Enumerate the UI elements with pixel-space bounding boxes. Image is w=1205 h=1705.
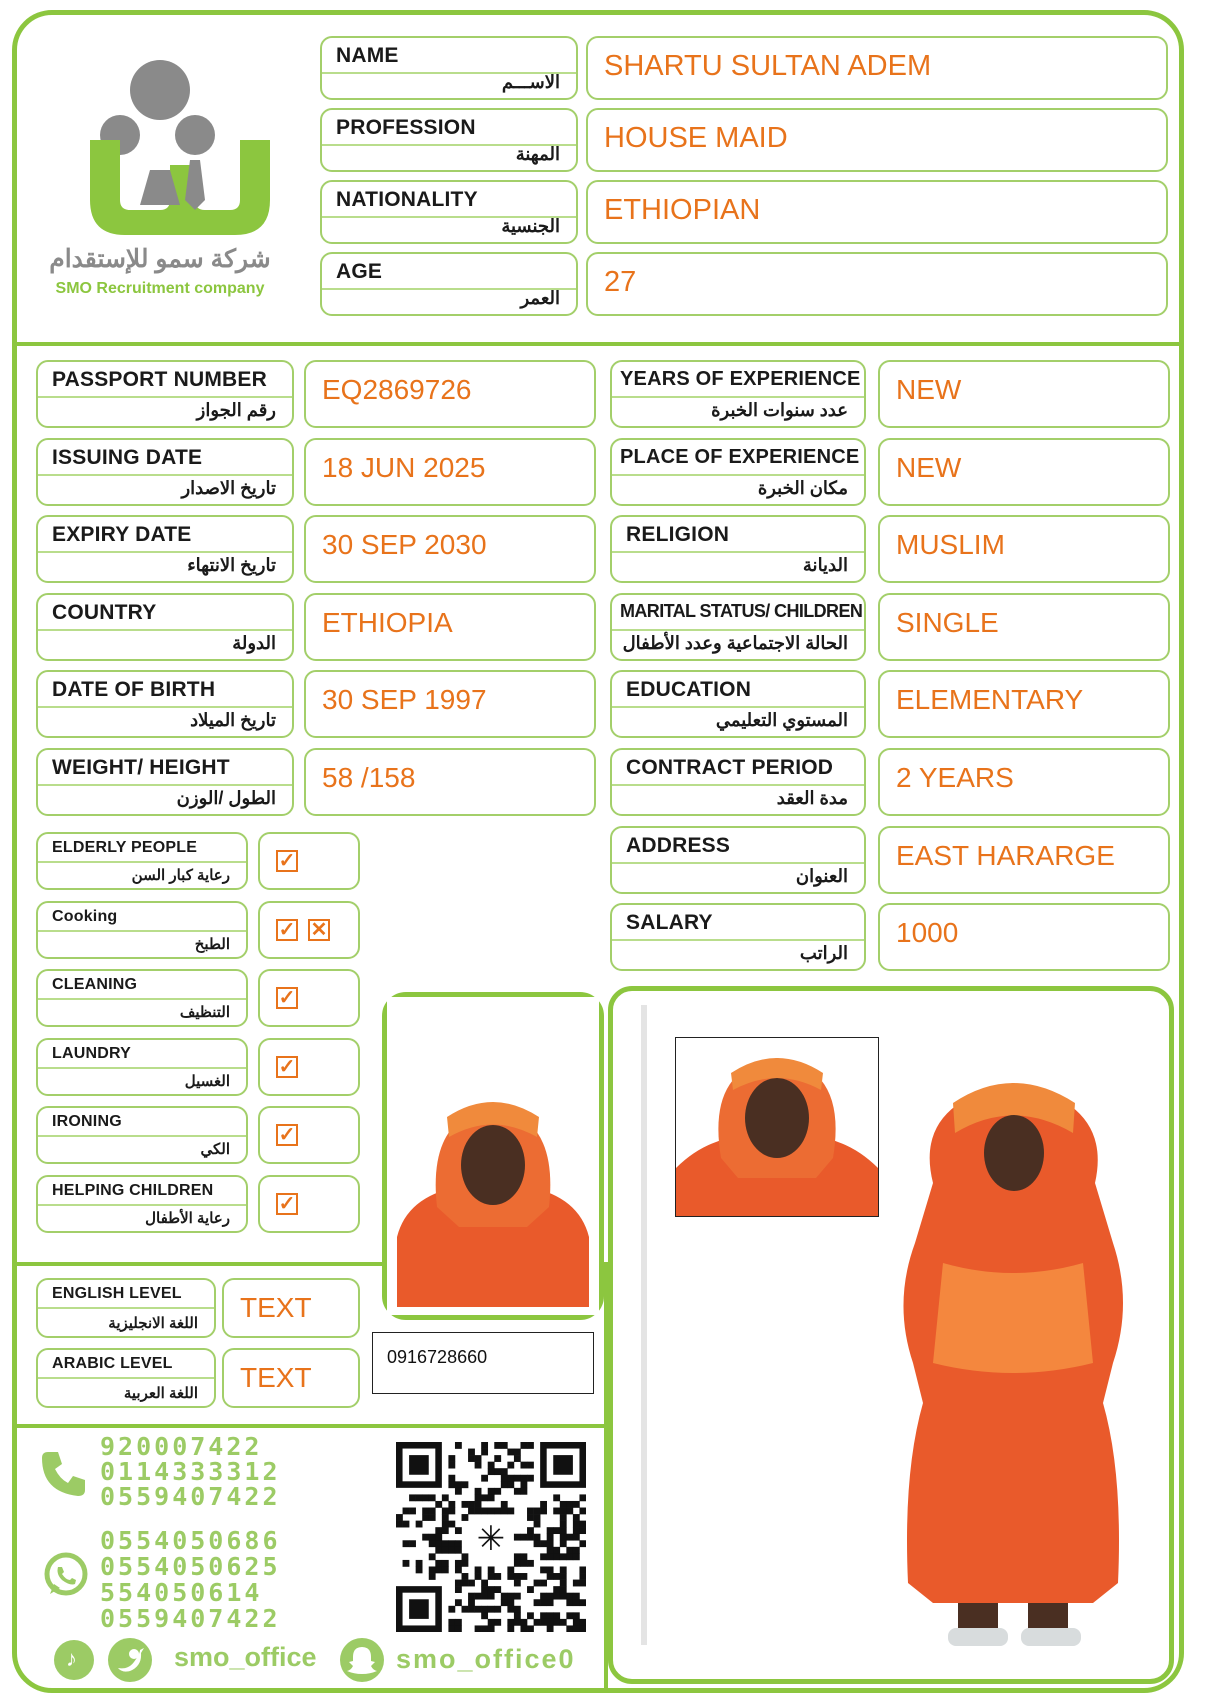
- marital-status-children-value-box: [878, 593, 1170, 661]
- skill-cleaning-checkbox-cell: [258, 969, 360, 1027]
- skill-cooking-checkbox-cell: [258, 901, 360, 959]
- skill-helping-children-checkbox-cell: [258, 1175, 360, 1233]
- skill-helping-children-label-separator: [38, 1204, 246, 1206]
- arabic-level-label-ar: اللغة العربية: [123, 1385, 198, 1402]
- english-level-label-en: ENGLISH LEVEL: [52, 1285, 182, 1302]
- country-value-box: [304, 593, 596, 661]
- portrait-photo: [387, 997, 599, 1315]
- skill-cooking-label-ar: الطبخ: [194, 935, 230, 953]
- skill-helping-children-label: [36, 1175, 248, 1233]
- education-label-en: EDUCATION: [626, 678, 752, 702]
- profession-label: [320, 108, 578, 172]
- marital-status-children-label-en: MARITAL STATUS/ CHILDREN: [620, 600, 863, 621]
- skill-elderly-people-label-separator: [38, 861, 246, 863]
- weight-height-label: [36, 748, 294, 816]
- skill-laundry-checked-icon[interactable]: ✓: [276, 1056, 298, 1078]
- education-value-box: [878, 670, 1170, 738]
- skill-elderly-people-label-ar: رعاية كبار السن: [131, 867, 230, 884]
- contract-period-label-ar: مدة العقد: [776, 788, 848, 808]
- marital-status-children-label-ar: الحالة الاجتماعية وعدد الأطفال: [622, 632, 848, 653]
- passport-number-value-box: [304, 360, 596, 428]
- company-name-ar: شركة سمو للإستقدام: [49, 245, 271, 273]
- salary-value-box: [878, 903, 1170, 971]
- english-level-label-ar: اللغة الانجليزية: [108, 1315, 198, 1332]
- religion-label-separator: [612, 551, 864, 553]
- education-label-ar: المستوي التعليمي: [715, 710, 848, 731]
- passport-number-label-separator: [38, 396, 292, 398]
- profession-value: HOUSE MAID: [604, 122, 788, 154]
- whatsapp-number-3: 554050614: [100, 1578, 263, 1607]
- place-of-experience-label-ar: مكان الخبرة: [757, 477, 848, 498]
- skill-cooking-label-separator: [38, 930, 246, 932]
- marital-status-children-value: SINGLE: [896, 606, 999, 638]
- weight-height-label-ar: الطول /الوزن: [176, 788, 276, 808]
- expiry-date-value-box: [304, 515, 596, 583]
- place-of-experience-label-en: PLACE OF EXPERIENCE: [620, 445, 860, 468]
- skill-ironing-label-separator: [38, 1135, 246, 1137]
- passport-number-label-ar: رقم الجواز: [196, 400, 276, 420]
- skill-cleaning-label-separator: [38, 998, 246, 1000]
- arabic-level-value: TEXT: [240, 1362, 312, 1393]
- skill-ironing-label-ar: الكي: [200, 1141, 230, 1158]
- skill-laundry-checkbox-cell: [258, 1038, 360, 1096]
- skill-laundry-label-en: LAUNDRY: [52, 1044, 132, 1062]
- expiry-date-value: 30 SEP 2030: [322, 529, 487, 561]
- skill-cooking-crossed-icon[interactable]: ✕: [308, 919, 330, 941]
- date-of-birth-label-ar: تاريخ الميلاد: [190, 710, 276, 731]
- date-of-birth-label-en: DATE OF BIRTH: [52, 678, 216, 702]
- years-of-experience-label: [610, 360, 866, 428]
- skill-elderly-people-checked-icon[interactable]: ✓: [276, 850, 298, 872]
- whatsapp-number-4: 0559407422: [100, 1604, 281, 1633]
- english-level-label-separator: [38, 1307, 214, 1309]
- skill-laundry-label-separator: [38, 1067, 246, 1069]
- education-label: [610, 670, 866, 738]
- whatsapp-number-2: 0554050625: [100, 1552, 281, 1581]
- date-of-birth-value-box: [304, 670, 596, 738]
- expiry-date-label: [36, 515, 294, 583]
- contract-period-value-box: [878, 748, 1170, 816]
- skill-elderly-people-checkbox-cell: [258, 832, 360, 890]
- issuing-date-label-en: ISSUING DATE: [52, 445, 203, 469]
- salary-label-en: SALARY: [626, 911, 713, 935]
- address-label-en: ADDRESS: [626, 833, 731, 857]
- qr-code: [396, 1442, 586, 1632]
- years-of-experience-value-box: [878, 360, 1170, 428]
- twitter-icon: [108, 1638, 152, 1682]
- contract-period-value: 2 YEARS: [896, 762, 1014, 793]
- qr-code-image: [396, 1442, 586, 1632]
- salary-label-separator: [612, 939, 864, 941]
- name-value-box: [586, 36, 1168, 100]
- phone-number-2: 0114333312: [100, 1457, 281, 1486]
- full-body-photo: [863, 1043, 1163, 1663]
- photo-edge-strip: [641, 1005, 647, 1645]
- years-of-experience-label-en: YEARS OF EXPERIENCE: [620, 368, 861, 390]
- nationality-label-ar: الجنسية: [501, 216, 560, 236]
- education-value: ELEMENTARY: [896, 684, 1084, 716]
- marital-status-children-label-separator: [612, 629, 864, 631]
- skill-ironing-checkbox-cell: [258, 1106, 360, 1164]
- marital-status-children-label: [610, 593, 866, 661]
- whatsapp-number-1: 0554050686: [100, 1526, 281, 1555]
- name-label-ar: الاســـم: [501, 72, 560, 92]
- skill-cleaning-label: [36, 969, 248, 1027]
- name-value: SHARTU SULTAN ADEM: [604, 50, 932, 82]
- age-label-en: AGE: [336, 260, 383, 283]
- phone-number-3: 0559407422: [100, 1482, 281, 1511]
- contract-period-label-en: CONTRACT PERIOD: [626, 756, 834, 779]
- nationality-value: ETHIOPIAN: [604, 194, 761, 226]
- expiry-date-label-ar: تاريخ الانتهاء: [187, 555, 276, 576]
- age-value-box: [586, 252, 1168, 316]
- skill-elderly-people-label-en: ELDERLY PEOPLE: [52, 839, 198, 856]
- issuing-date-label: [36, 438, 294, 506]
- phone-number-box: [372, 1332, 594, 1394]
- arabic-level-label-en: ARABIC LEVEL: [52, 1355, 173, 1372]
- religion-value-box: [878, 515, 1170, 583]
- nationality-label: [320, 180, 578, 244]
- years-of-experience-label-ar: عدد سنوات الخبرة: [711, 400, 848, 420]
- skill-helping-children-label-en: HELPING CHILDREN: [52, 1181, 214, 1199]
- whatsapp-icon: [42, 1552, 90, 1605]
- phone-icon: [38, 1448, 88, 1503]
- passport-number-label-en: PASSPORT NUMBER: [52, 368, 267, 391]
- phone-number: 0916728660: [387, 1347, 488, 1367]
- skill-ironing-label: [36, 1106, 248, 1164]
- age-value: 27: [604, 266, 637, 298]
- country-label-ar: الدولة: [232, 632, 276, 653]
- passport-number-value: EQ2869726: [322, 374, 472, 405]
- skill-cooking-label: [36, 901, 248, 959]
- place-of-experience-label: [610, 438, 866, 506]
- address-label: [610, 826, 866, 894]
- skill-ironing-checked-icon[interactable]: ✓: [276, 1124, 298, 1146]
- inset-portrait-photo: [676, 1038, 878, 1216]
- passport-number-label: [36, 360, 294, 428]
- weight-height-label-separator: [38, 784, 292, 786]
- education-label-separator: [612, 706, 864, 708]
- date-of-birth-value: 30 SEP 1997: [322, 684, 487, 716]
- english-level-value: TEXT: [240, 1292, 312, 1323]
- country-value: ETHIOPIA: [322, 606, 453, 638]
- years-of-experience-label-separator: [612, 396, 864, 398]
- company-logo: [30, 30, 290, 310]
- salary-value: 1000: [896, 917, 959, 949]
- contract-period-label: [610, 748, 866, 816]
- snapchat-icon: [340, 1638, 384, 1682]
- profession-label-en: PROFESSION: [336, 116, 476, 139]
- contract-period-label-separator: [612, 784, 864, 786]
- phone-number-1: 920007422: [100, 1432, 263, 1461]
- address-value-box: [878, 826, 1170, 894]
- skill-cooking-label-en: Cooking: [52, 907, 118, 925]
- skill-cleaning-label-ar: التنظيف: [179, 1004, 230, 1021]
- skill-helping-children-label-ar: رعاية الأطفال: [145, 1209, 230, 1227]
- weight-height-value-box: [304, 748, 596, 816]
- religion-value: MUSLIM: [896, 529, 1005, 561]
- portrait-photo-frame: [382, 992, 604, 1320]
- skill-cleaning-checked-icon[interactable]: ✓: [276, 987, 298, 1009]
- religion-label-ar: الديانة: [802, 555, 848, 576]
- english-level-label: [36, 1278, 216, 1338]
- address-label-ar: العنوان: [795, 865, 848, 886]
- date-of-birth-label-separator: [38, 706, 292, 708]
- weight-height-value: 58 /158: [322, 762, 416, 793]
- svg-text:✳: ✳: [476, 1519, 506, 1559]
- issuing-date-label-ar: تاريخ الاصدار: [181, 477, 276, 498]
- weight-height-label-en: WEIGHT/ HEIGHT: [52, 756, 230, 779]
- salary-label-ar: الراتب: [799, 943, 848, 964]
- issuing-date-label-separator: [38, 474, 292, 476]
- expiry-date-label-en: EXPIRY DATE: [52, 523, 192, 547]
- skill-laundry-label-ar: الغسيل: [184, 1072, 230, 1090]
- nationality-label-en: NATIONALITY: [336, 188, 478, 211]
- social-handle-2: smo_office0: [396, 1644, 576, 1674]
- skill-ironing-label-en: IRONING: [52, 1113, 122, 1130]
- country-label: [36, 593, 294, 661]
- arabic-level-label: [36, 1348, 216, 1408]
- logo-icon: [30, 30, 290, 240]
- name-label: [320, 36, 578, 100]
- company-name-en: SMO Recruitment company: [55, 280, 265, 297]
- english-level-value-box: [222, 1278, 360, 1338]
- address-label-separator: [612, 862, 864, 864]
- nationality-value-box: [586, 180, 1168, 244]
- arabic-level-value-box: [222, 1348, 360, 1408]
- place-of-experience-value: NEW: [896, 451, 962, 483]
- skill-cooking-checked-icon[interactable]: ✓: [276, 919, 298, 941]
- age-label: [320, 252, 578, 316]
- profession-label-ar: المهنة: [515, 144, 560, 164]
- religion-label-en: RELIGION: [626, 523, 730, 547]
- country-label-en: COUNTRY: [52, 600, 157, 624]
- inset-portrait: [675, 1037, 879, 1217]
- skill-helping-children-checked-icon[interactable]: ✓: [276, 1193, 298, 1215]
- arabic-level-label-separator: [38, 1377, 214, 1379]
- skill-cleaning-label-en: CLEANING: [52, 976, 138, 993]
- profession-value-box: [586, 108, 1168, 172]
- full-body-photo-frame: [608, 986, 1174, 1684]
- name-label-en: NAME: [336, 44, 399, 67]
- place-of-experience-label-separator: [612, 474, 864, 476]
- place-of-experience-value-box: [878, 438, 1170, 506]
- years-of-experience-value: NEW: [896, 374, 962, 405]
- age-label-ar: العمر: [520, 288, 560, 308]
- social-handle-1: smo_office: [174, 1642, 317, 1672]
- skill-elderly-people-label: [36, 832, 248, 890]
- contacts-divider: [14, 1424, 606, 1428]
- skill-laundry-label: [36, 1038, 248, 1096]
- issuing-date-value: 18 JUN 2025: [322, 451, 486, 483]
- date-of-birth-label: [36, 670, 294, 738]
- expiry-date-label-separator: [38, 551, 292, 553]
- tiktok-icon: ♪: [54, 1640, 94, 1680]
- religion-label: [610, 515, 866, 583]
- issuing-date-value-box: [304, 438, 596, 506]
- header-divider: [14, 342, 1184, 346]
- address-value: EAST HARARGE: [896, 839, 1115, 871]
- salary-label: [610, 903, 866, 971]
- country-label-separator: [38, 629, 292, 631]
